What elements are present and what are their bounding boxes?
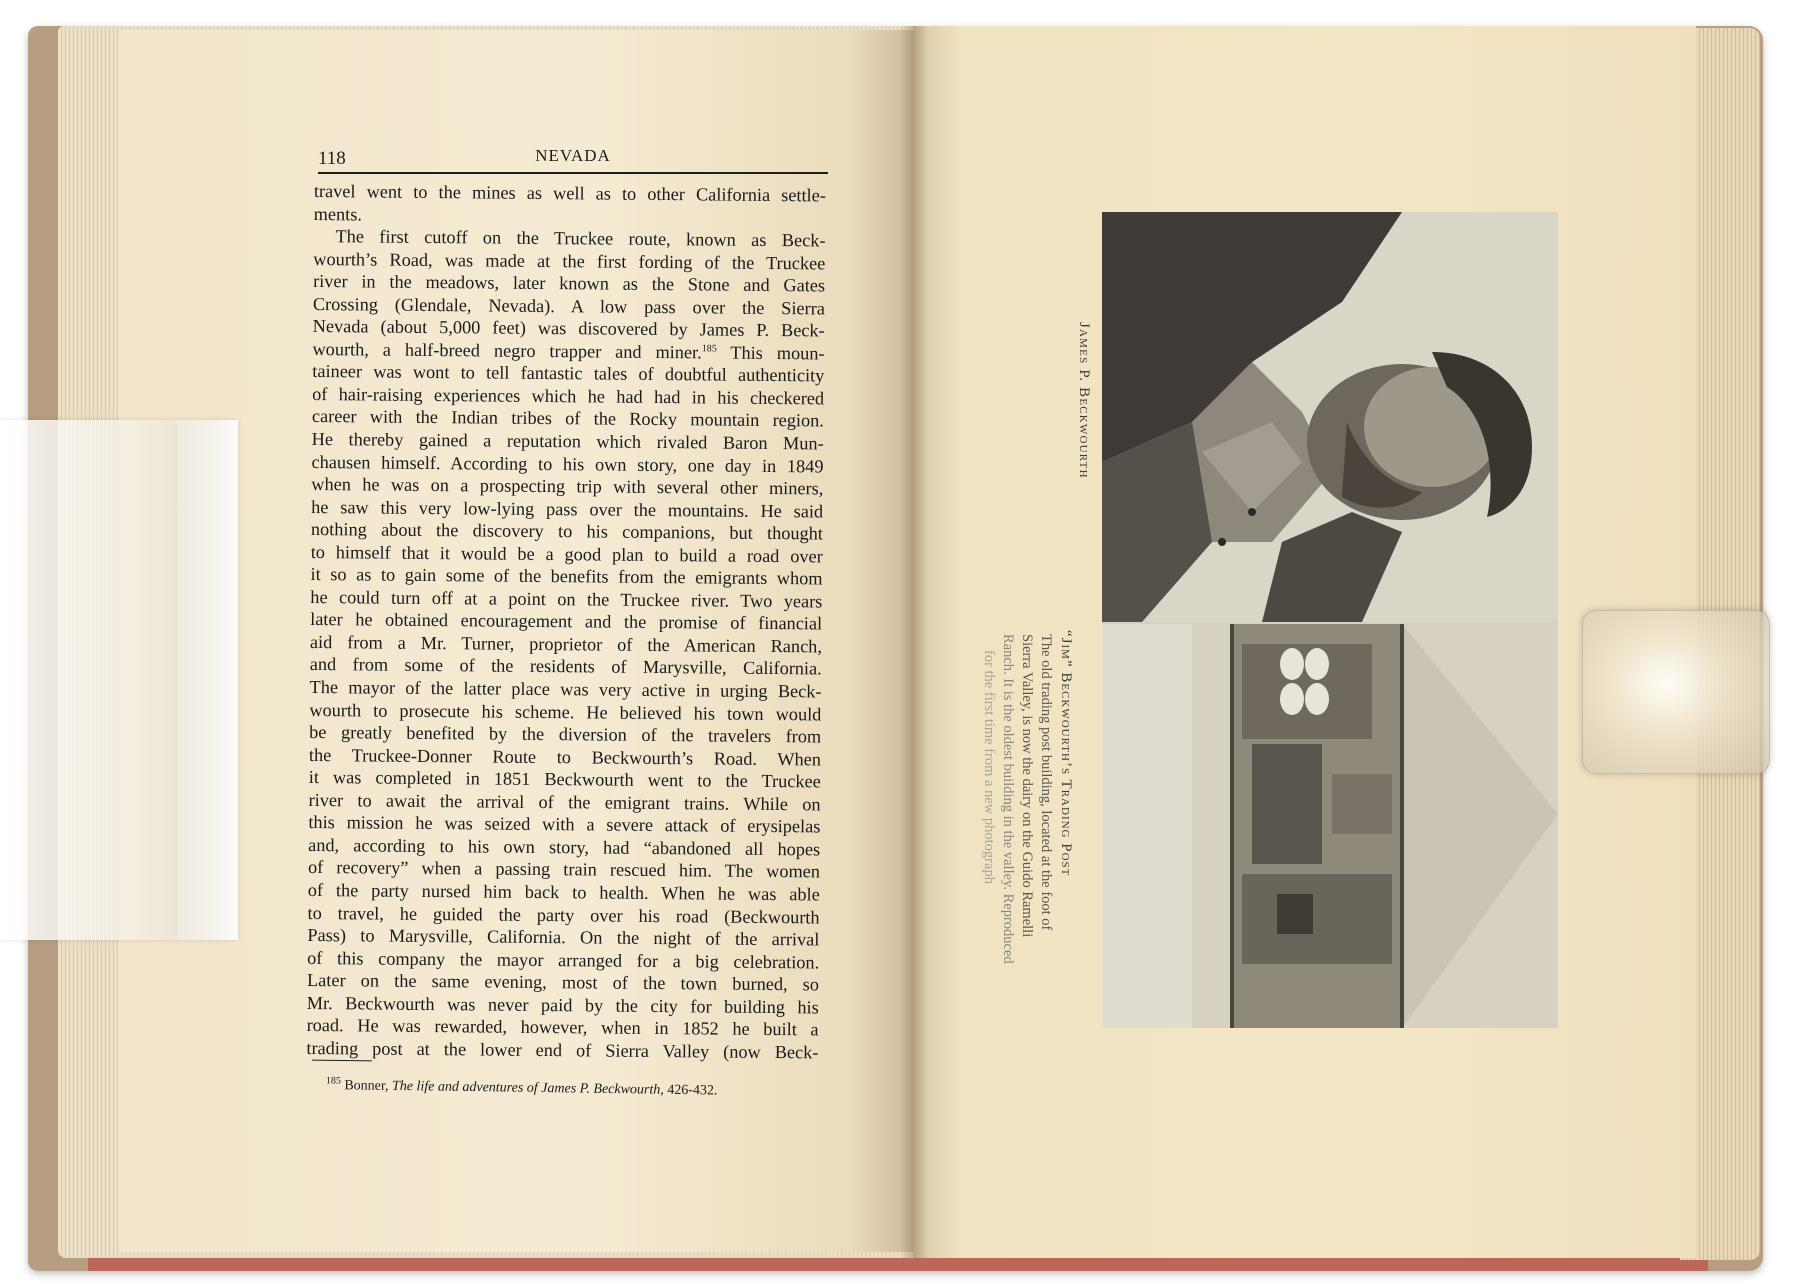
text-line-content: to himself that it would be a good plan to build a road over xyxy=(310,541,823,567)
text-line-content: the Truckee-Donner Route to Beckwourth’s Road. When xyxy=(308,744,822,770)
glass-page-weight-right xyxy=(1582,610,1770,774)
text-line-content: trading post at the lower end of Sierra Valley (now Beck- xyxy=(306,1037,819,1063)
cabin-caption-line: The old trading post building, located at the foot of xyxy=(1038,634,1054,931)
footnote-pages: 426-432. xyxy=(667,1082,718,1099)
text-line-content: aid from a Mr. Turner, proprietor of the American Ranch, xyxy=(309,631,823,657)
text-line-content: of this company the mayor arranged for a big celebration. xyxy=(307,947,820,973)
text-line-content: Pass) to Marysville, California. On the night of the arrival xyxy=(307,925,820,950)
plate-captions xyxy=(981,210,1092,1030)
text-line-content: ments. xyxy=(313,203,363,224)
text-line-content: and, according to his own story, had “abandoned all hopes xyxy=(308,834,821,860)
text-line-content: The mayor of the latter place was very active in urging Beck- xyxy=(309,677,822,702)
text-line xyxy=(314,180,826,207)
text-line-content: of hair-raising experiences which he had had in his checkered xyxy=(312,383,825,409)
text-line-content: The first cutoff on the Truckee route, known as Beck- xyxy=(335,226,826,251)
text-line-content: nothing about the discovery to his companions, but thought xyxy=(310,519,824,544)
text-line-content: later he obtained encouragement and the promise of financial xyxy=(310,609,823,634)
text-line-content: it so as to gain some of the benefits from the emigrants whom xyxy=(310,564,823,589)
text-line-content: he saw this very low-lying pass over the mountains. He said xyxy=(311,496,824,522)
portrait-caption: James P. Beckwourth xyxy=(1076,322,1092,479)
cabin-caption-title: “Jim” Beckwourth’s Trading Post xyxy=(1058,630,1074,877)
footnote-marker: 185 xyxy=(325,1075,342,1087)
text-line-content: be greatly benefited by the diversion of the travelers from xyxy=(309,722,822,747)
body-text xyxy=(306,180,826,1064)
photo-plate xyxy=(1102,212,1558,1028)
text-line-content: He thereby gained a reputation which rivaled Baron Mun- xyxy=(311,429,824,454)
page-number: 118 xyxy=(318,148,346,169)
text-line-content: chausen himself. According to his own story, one day in 1849 xyxy=(311,451,824,477)
cabin-caption-line: Ranch. It is the oldest building in the valley. Reproduced xyxy=(1000,634,1016,964)
text-line-content: Crossing (Glendale, Nevada). A low pass over the Sierra xyxy=(312,293,825,319)
running-title: NEVADA xyxy=(535,146,611,165)
text-line-content: wourth’s Road, was made at the first fording of the Truckee xyxy=(313,248,826,274)
text-line-content: and from some of the residents of Marysville, California. xyxy=(309,654,822,679)
portrait-photo xyxy=(1102,212,1558,622)
text-line-continuation: This moun- xyxy=(716,342,825,364)
text-line-content: it was completed in 1851 Beckwourth went to the Truckee xyxy=(308,767,821,792)
cover-red-edge xyxy=(88,1257,1708,1271)
text-line-content: career with the Indian tribes of the Rocky mountain region. xyxy=(311,406,825,431)
text-line-content: Nevada (about 5,000 feet) was discovered by James P. Beck- xyxy=(312,316,825,341)
text-line-content: travel went to the mines as well as to other California settle- xyxy=(313,180,826,206)
footnote-reference: 185 xyxy=(701,343,717,355)
cabin-caption-line: Sierra Valley, is now the dairy on the Guido Ramelli xyxy=(1019,634,1035,938)
glass-page-weight-left xyxy=(0,420,238,940)
text-line-content: river in the meadows, later known as the Stone and Gates xyxy=(313,271,826,296)
text-line-content: taineer was wont to tell fantastic tales of doubtful authenticity xyxy=(312,361,825,386)
cabin-photo xyxy=(1102,624,1558,1028)
text-line-content: of the party nursed him back to health. When he was able xyxy=(307,879,820,905)
text-line-content: Mr. Beckwourth was never paid by the city for building his xyxy=(306,992,819,1018)
text-line-content: when he was on a prospecting trip with several other miners, xyxy=(311,474,824,499)
text-line-content: wourth, a half-breed negro trapper and miner. xyxy=(312,338,702,363)
footnote-title: The life and adventures of James P. Beckwourth, xyxy=(391,1078,664,1098)
text-line-content: of recovery” when a passing train rescued him. The women xyxy=(307,857,821,882)
running-head xyxy=(318,146,828,174)
footnote-author: Bonner, xyxy=(344,1078,389,1094)
text-line-content: to travel, he guided the party over his road (Beckwourth xyxy=(307,902,820,927)
text-line xyxy=(306,1037,818,1064)
text-line-content: road. He was rewarded, however, when in 1852 he built a xyxy=(306,1015,819,1040)
text-line-content: river to await the arrival of the emigrant trains. While on xyxy=(308,789,821,815)
text-line-content: Later on the same evening, most of the town burned, so xyxy=(306,970,820,995)
portrait-illustration xyxy=(1102,212,1558,622)
cabin-caption-line: for the first time from a new photograph xyxy=(981,650,997,884)
text-line-content: wourth to prosecute his scheme. He believed his town would xyxy=(309,699,822,725)
cabin-illustration xyxy=(1102,624,1558,1028)
book-gutter xyxy=(900,26,928,1258)
text-line-content: he could turn off at a point on the Truckee river. Two years xyxy=(310,586,823,612)
text-line-content: this mission he was seized with a severe attack of erysipelas xyxy=(308,812,821,837)
